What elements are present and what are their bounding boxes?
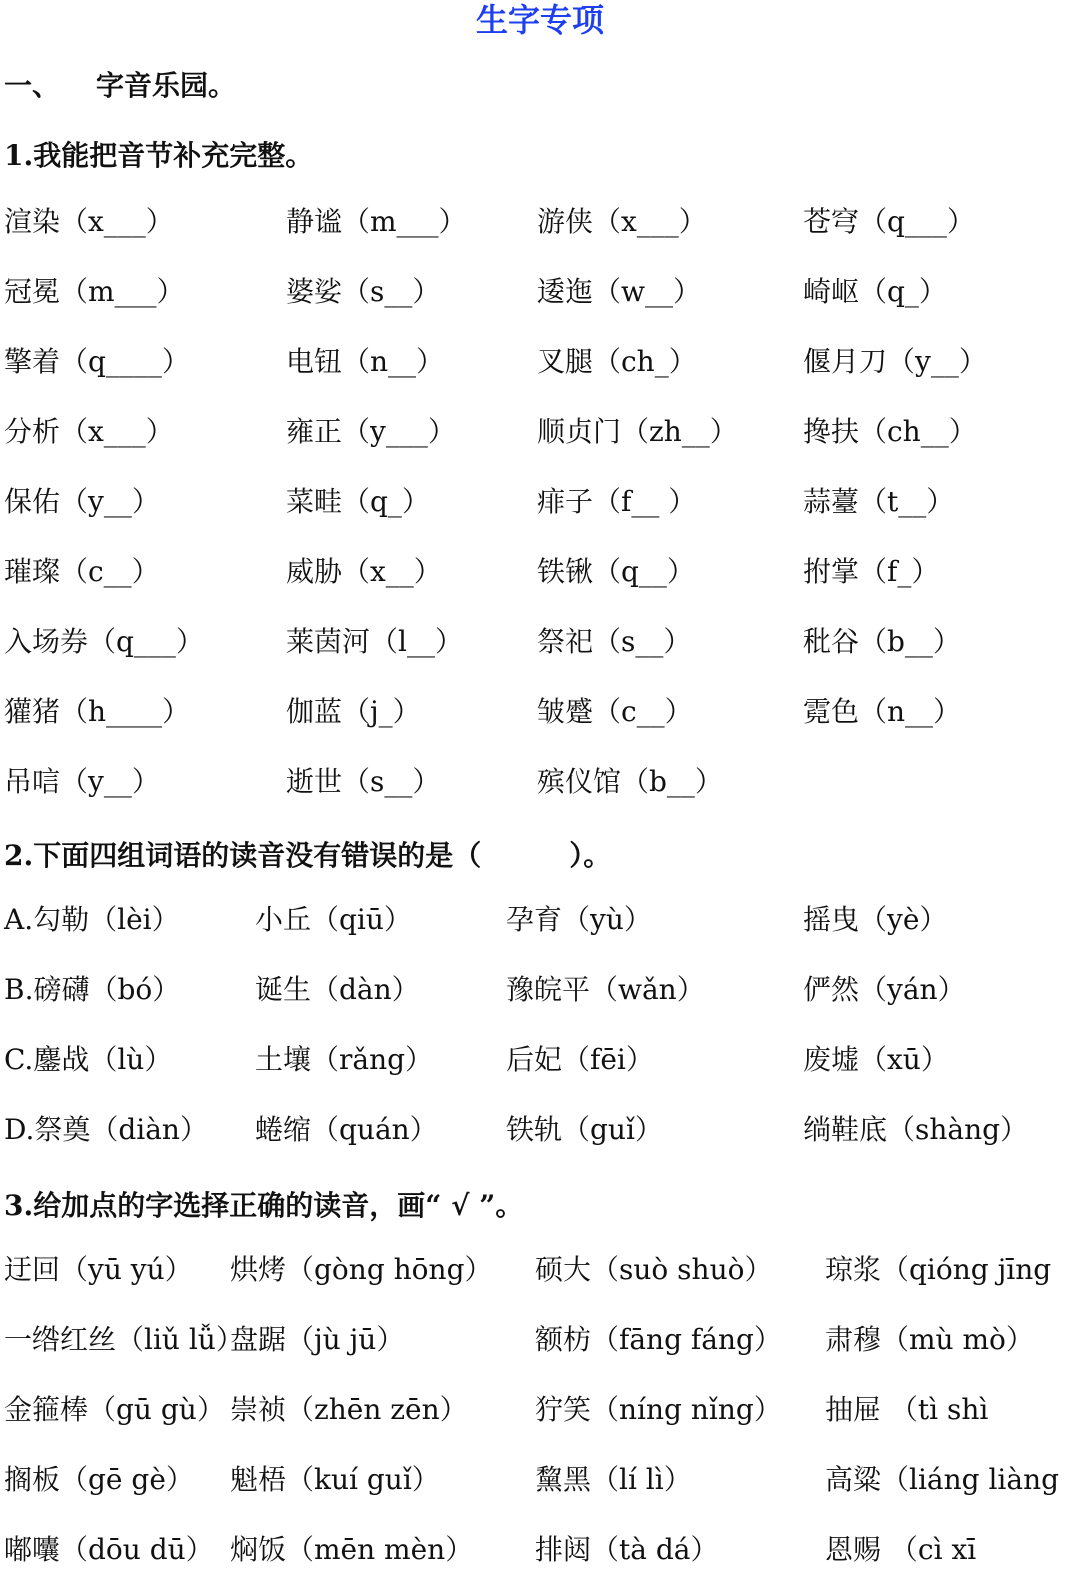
pronunciation-choice-item: 嘟囔（dōu dū） [4,1533,214,1566]
pronunciation-choice-item-row [0,1318,1080,1368]
pronunciation-choice-item: 搁板（gē gè） [4,1463,194,1496]
pronunciation-choice-item: 恩赐 （cì xī [825,1533,977,1566]
pinyin-blank-item: 婆娑（s__） [286,275,441,308]
pronunciation-choice-item: 狞笑（níng nǐng） [535,1393,782,1426]
answer-option-item: 废墟（xū） [803,1043,949,1076]
pinyin-blank-item: 逝世（s__） [286,765,441,798]
pinyin-blank-item: 璀璨（c__） [4,555,160,588]
pronunciation-choice-item: 迂回（yū yú） [4,1253,193,1286]
pinyin-blank-item-row [0,410,1080,460]
pinyin-blank-item: 游侠（x___） [537,205,707,238]
pinyin-blank-item: 电钮（n__） [286,345,445,378]
answer-option-item: 豫皖平（wǎn） [506,973,705,1006]
answer-option-item-row [0,1038,1080,1088]
question-1-heading: 1.我能把音节补充完整。 [4,139,314,172]
answer-option-item-row [0,968,1080,1018]
pinyin-blank-item-row [0,620,1080,670]
pinyin-blank-item: 秕谷（b__） [803,625,961,658]
pinyin-blank-item: 痱子（f__ ） [537,485,697,518]
pronunciation-choice-item: 一绺红丝（liǔ lǚ） [4,1323,244,1356]
answer-option-item: D.祭奠（diàn） [4,1113,208,1146]
section-label: 字音乐园。 [96,69,237,102]
answer-option-item: 铁轨（guǐ） [506,1113,663,1146]
pinyin-blank-item: 保佑（y__） [4,485,160,518]
pinyin-blank-item: 静谧（m___） [286,205,467,238]
pinyin-blank-item: 叉腿（ch_） [537,345,697,378]
pinyin-blank-item: 顺贞门（zh__） [537,415,738,448]
question-2-heading [4,838,611,874]
pronunciation-choice-item: 焖饭（mēn mèn） [230,1533,474,1566]
pronunciation-choice-item-row [0,1388,1080,1438]
pinyin-blank-item: 入场券（q___） [4,625,204,658]
pinyin-blank-item: 蒜薹（t__） [803,485,955,518]
pinyin-blank-item: 擎着（q____） [4,345,190,378]
answer-option-item: 诞生（dàn） [255,973,420,1006]
pinyin-blank-item: 皱蹙（c__） [537,695,693,728]
pronunciation-choice-item: 黧黑（lí lì） [535,1463,692,1496]
pinyin-blank-item: 偃月刀（y__） [803,345,987,378]
pronunciation-choice-item: 盘踞（jù jū） [230,1323,405,1356]
pronunciation-choice-item-row [0,1528,1080,1578]
answer-option-item: A.勾勒（lèi） [4,903,180,936]
section-heading [4,68,236,104]
pinyin-blank-item-row [0,690,1080,740]
section-number: 一、 [4,69,61,102]
question-3-heading: 3.给加点的字选择正确的读音，画“ √ ”。 [4,1189,524,1222]
pinyin-blank-item: 苍穹（q___） [803,205,975,238]
pronunciation-choice-item-row [0,1458,1080,1508]
pronunciation-choice-item: 抽屉 （tì shì [825,1393,989,1426]
pinyin-blank-item-row [0,200,1080,250]
pinyin-blank-item-row [0,270,1080,320]
pinyin-blank-item: 伽蓝（j_） [286,695,421,728]
pinyin-blank-item: 莱茵河（l__） [286,625,463,658]
pinyin-blank-item: 菜畦（q_） [286,485,430,518]
pinyin-blank-item: 霓色（n__） [803,695,962,728]
pinyin-blank-item: 威胁（x__） [286,555,442,588]
pinyin-blank-item: 雍正（y___） [286,415,456,448]
pinyin-blank-item-row [0,480,1080,530]
pronunciation-choice-item: 金箍棒（gū gù） [4,1393,225,1426]
answer-option-item: B.磅礴（bó） [4,973,181,1006]
answer-option-item: C.鏖战（lù） [4,1043,173,1076]
pronunciation-choice-item: 高粱（liáng liàng [825,1463,1060,1496]
pinyin-blank-item: 铁锹（q__） [537,555,695,588]
pronunciation-choice-item: 崇祯（zhēn zēn） [230,1393,468,1426]
answer-option-item: 小丘（qiū） [255,903,412,936]
pinyin-blank-item: 冠冕（m___） [4,275,185,308]
pinyin-blank-item: 渲染（x___） [4,205,174,238]
pronunciation-choice-item: 硕大（suò shuò） [535,1253,773,1286]
answer-option-item: 后妃（fēi） [506,1043,654,1076]
pronunciation-choice-item: 魁梧（kuí guǐ） [230,1463,440,1496]
pinyin-blank-item: 獾猪（h____） [4,695,191,728]
answer-option-item: 土壤（rǎng） [255,1043,434,1076]
pinyin-blank-item-row [0,340,1080,390]
answer-option-item-row [0,1108,1080,1158]
answer-option-item: 蜷缩（quán） [255,1113,438,1146]
pinyin-blank-item: 逶迤（w__） [537,275,701,308]
pinyin-blank-item: 吊唁（y__） [4,765,160,798]
pinyin-blank-item: 拊掌（f_） [803,555,940,588]
answer-option-item: 俨然（yán） [803,973,966,1006]
pronunciation-choice-item: 额枋（fāng fáng） [535,1323,782,1356]
answer-option-item: 绱鞋底（shàng） [803,1113,1029,1146]
answer-option-item: 孕育（yù） [506,903,652,936]
question-2-prompt: 2.下面四组词语的读音没有错误的是（ [4,839,482,872]
page-title: 生字专项 [475,1,604,39]
answer-option-item: 摇曳（yè） [803,903,948,936]
pronunciation-choice-item: 琼浆（qióng jīng [825,1253,1052,1286]
question-2-prompt-end: ）。 [569,839,612,872]
pronunciation-choice-item-row [0,1248,1080,1298]
pinyin-blank-item: 殡仪馆（b__） [537,765,723,798]
pronunciation-choice-item: 肃穆（mù mò） [825,1323,1034,1356]
pinyin-blank-item-row [0,760,1080,810]
pronunciation-choice-item: 烘烤（gòng hōng） [230,1253,493,1286]
pinyin-blank-item: 崎岖（q_） [803,275,947,308]
pinyin-blank-item: 分析（x___） [4,415,174,448]
pinyin-blank-item: 搀扶（ch__） [803,415,977,448]
answer-option-item-row [0,898,1080,948]
pinyin-blank-item: 祭祀（s__） [537,625,692,658]
pronunciation-choice-item: 排闼（tà dá） [535,1533,719,1566]
pinyin-blank-item-row [0,550,1080,600]
